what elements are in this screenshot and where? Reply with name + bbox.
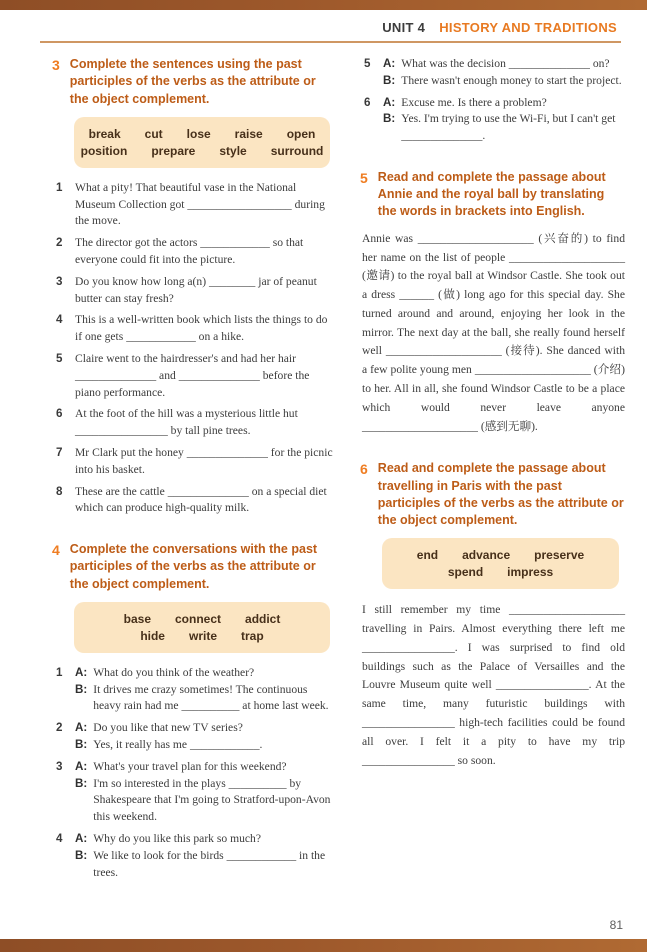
speaker-a-label: A: (75, 759, 88, 773)
dialogue-item (364, 56, 625, 90)
exercise-5 (360, 169, 625, 436)
exercise-item (56, 180, 336, 230)
dialogue-a-line (383, 56, 625, 73)
item-number: 2 (56, 721, 63, 735)
header-rule (40, 41, 621, 43)
exercise-6 (360, 460, 625, 770)
exercise-6-word-box (382, 538, 619, 589)
dialogue-b-line (75, 737, 336, 754)
exercise-title: Complete the conversations with the past participles of the verbs as the attribute or the object complement. (69, 542, 318, 591)
dialogue-b-text: We like to look for the birds ____________ in the trees. (93, 848, 326, 879)
word-box-word: cut (144, 126, 163, 141)
unit-title: HISTORY AND TRADITIONS (439, 20, 617, 35)
speaker-a-label: A: (383, 95, 396, 109)
item-number: 5 (364, 57, 371, 70)
page-content (52, 56, 625, 886)
word-box-word: write (188, 628, 217, 643)
word-row (82, 127, 322, 141)
word-box-word: spend (447, 565, 484, 580)
word-box-word: position (80, 143, 128, 158)
exercise-number: 3 (52, 57, 60, 73)
item-number: 2 (56, 236, 63, 250)
word-box-word: trap (241, 628, 264, 643)
exercise-4-dialogues-continued (364, 56, 625, 145)
item-number: 6 (364, 95, 371, 109)
dialogue-b-line (75, 682, 336, 716)
speaker-b-label: B: (383, 73, 396, 87)
dialogue (383, 56, 625, 90)
speaker-b-label: B: (75, 848, 88, 862)
item-text: Mr Clark put the honey ______________ for the picnic into his basket. (75, 445, 333, 476)
dialogue-a-line (383, 95, 625, 112)
dialogue-item (56, 831, 336, 881)
dialogue (383, 95, 625, 145)
dialogue-a-text: Why do you like this park so much? (93, 832, 261, 846)
speaker-b-label: B: (75, 682, 88, 696)
exercise-number: 5 (360, 169, 368, 186)
word-box-word: base (123, 611, 151, 626)
item-text: Claire went to the hairdresser's and had her hair ______________ and ______________ before the piano performance. (75, 351, 310, 399)
dialogue-a-text: What's your travel plan for this weekend? (93, 759, 287, 773)
word-box-word: open (286, 126, 316, 141)
dialogue (75, 720, 336, 754)
dialogue (75, 831, 336, 881)
dialogue-b-text: There wasn't enough money to start the project. (401, 73, 622, 87)
speaker-a-label: A: (75, 721, 88, 735)
item-number: 3 (56, 759, 63, 773)
dialogue-a-line (75, 720, 336, 737)
exercise-item (56, 484, 336, 518)
dialogue-a-text: What was the decision ______________ on? (401, 57, 610, 70)
exercise-3-header (52, 56, 336, 108)
exercise-3-word-box (74, 117, 330, 168)
exercise-4 (52, 541, 336, 881)
dialogue-a-text: Do you like that new TV series? (93, 721, 243, 735)
word-box-word: preserve (534, 548, 585, 563)
top-decoration-bar (0, 0, 647, 10)
dialogue-item (56, 759, 336, 826)
exercise-4-word-box (74, 602, 330, 653)
item-text: The director got the actors ____________ so that everyone could fit into the picture. (75, 236, 304, 266)
speaker-b-label: B: (383, 112, 396, 126)
word-box-word: prepare (151, 143, 196, 158)
exercise-item (56, 445, 336, 479)
item-number: 1 (56, 180, 63, 194)
speaker-b-label: B: (75, 776, 88, 790)
dialogue-b-text: It drives me crazy sometimes! The continuous heavy rain had me __________ at home last week. (93, 682, 329, 713)
word-box-word: hide (140, 628, 165, 643)
item-text: At the foot of the hill was a mysterious little hut ________________ by tall pine trees. (75, 407, 298, 438)
speaker-b-label: B: (75, 738, 88, 752)
dialogue-b-text: Yes. I'm trying to use the Wi-Fi, but I can't get ______________. (401, 112, 616, 143)
exercise-3 (52, 56, 336, 517)
word-row (82, 144, 322, 158)
dialogue-a-line (75, 665, 336, 682)
exercise-title: Read and complete the passage about Annie and the royal ball by translating the words in brackets into English. (377, 169, 606, 219)
item-number: 6 (56, 407, 63, 421)
exercise-number: 4 (52, 542, 60, 559)
page-header (40, 20, 617, 35)
word-box-word: break (88, 126, 121, 141)
exercise-3-items (56, 180, 336, 517)
item-text: Do you know how long a(n) ________ jar of peanut butter can stay fresh? (75, 274, 317, 305)
item-text: This is a well-written book which lists the things to do if one gets ____________ on a hike. (75, 313, 328, 344)
word-box-word: end (416, 548, 439, 563)
left-column (52, 56, 336, 886)
word-box-word: advance (462, 548, 511, 563)
dialogue-a-line (75, 759, 336, 776)
item-number: 4 (56, 313, 63, 327)
dialogue-a-line (75, 831, 336, 848)
exercise-6-passage: I still remember my time ____________________ travelling in Pairs. Almost everything there left me ________________. I was surprised to find old buildings such as the Palace of Versailles and the Louvre Museum quite well ________________. At the same time, many futuristic buildings with ________________ high-tech facilities could be found all over. I felt it a pity to have my trip ________________ so soon. (362, 603, 625, 767)
dialogue (75, 665, 336, 715)
exercise-item (56, 274, 336, 308)
word-box-word: surround (270, 143, 324, 158)
dialogue-b-line (383, 73, 625, 90)
exercise-number: 6 (360, 461, 368, 478)
speaker-a-label: A: (383, 57, 396, 70)
speaker-a-label: A: (75, 665, 88, 679)
dialogue-item (56, 720, 336, 754)
dialogue (75, 759, 336, 826)
word-row (82, 629, 322, 643)
exercise-4-header (52, 541, 336, 593)
word-box-word: raise (234, 126, 263, 141)
item-text: These are the cattle ______________ on a special diet which can produce high-quality milk. (75, 484, 327, 515)
dialogue-b-text: Yes, it really has me ____________. (93, 738, 263, 752)
right-column (360, 56, 625, 886)
speaker-a-label: A: (75, 832, 88, 846)
exercise-5-passage: Annie was ____________________ (兴奋的) to find her name on the list of people ____________________ (邀请) to the royal ball at Windsor Castle. She took out a dress ______ (做) long ago for this special day. She turned around and around, enjoying her look in the mirror. The next day at the ball, she really found herself well ____________________ (接待). She danced with a few polite young men ____________________ (介绍) to her. All in all, she found Windsor Castle to be a place which would never leave anyone ____________________ (感到无聊). (362, 231, 625, 433)
page-number: 81 (609, 918, 623, 932)
item-number: 4 (56, 832, 63, 846)
dialogue-b-line (75, 848, 336, 882)
exercise-title: Read and complete the passage about travelling in Paris with the past participles of the verbs as the attribute or the object complement. (377, 461, 624, 528)
word-row (390, 565, 611, 579)
word-box-word: style (219, 143, 247, 158)
dialogue-b-text: I'm so interested in the plays __________ by Shakespeare that I'm going to Stratford-upon-Avon this weekend. (93, 776, 331, 824)
item-number: 5 (56, 351, 63, 365)
dialogue-item (364, 95, 625, 145)
exercise-item (56, 312, 336, 346)
exercise-item (56, 351, 336, 401)
dialogue-item (56, 665, 336, 715)
dialogue-a-text: What do you think of the weather? (93, 665, 255, 679)
exercise-item (56, 406, 336, 440)
word-row (390, 548, 611, 562)
dialogue-b-line (75, 776, 336, 826)
word-box-word: impress (507, 565, 554, 580)
word-box-word: connect (175, 611, 222, 626)
exercise-5-header (360, 169, 625, 221)
item-number: 8 (56, 484, 63, 498)
exercise-6-header (360, 460, 625, 529)
item-text: What a pity! That beautiful vase in the National Museum Collection got __________________ during the move. (75, 180, 325, 228)
item-number: 7 (56, 445, 63, 459)
word-box-word: lose (186, 126, 211, 141)
dialogue-b-line (383, 111, 625, 145)
item-number: 3 (56, 274, 63, 288)
dialogue-a-text: Excuse me. Is there a problem? (401, 95, 547, 109)
exercise-title: Complete the sentences using the past participles of the verbs as the attribute or the object complement. (69, 57, 316, 106)
exercise-4-dialogues (56, 665, 336, 882)
item-number: 1 (56, 665, 63, 679)
unit-label: UNIT 4 (382, 20, 426, 35)
word-box-word: addict (245, 611, 281, 626)
word-row (82, 612, 322, 626)
bottom-decoration-bar (0, 939, 647, 952)
exercise-item (56, 235, 336, 269)
